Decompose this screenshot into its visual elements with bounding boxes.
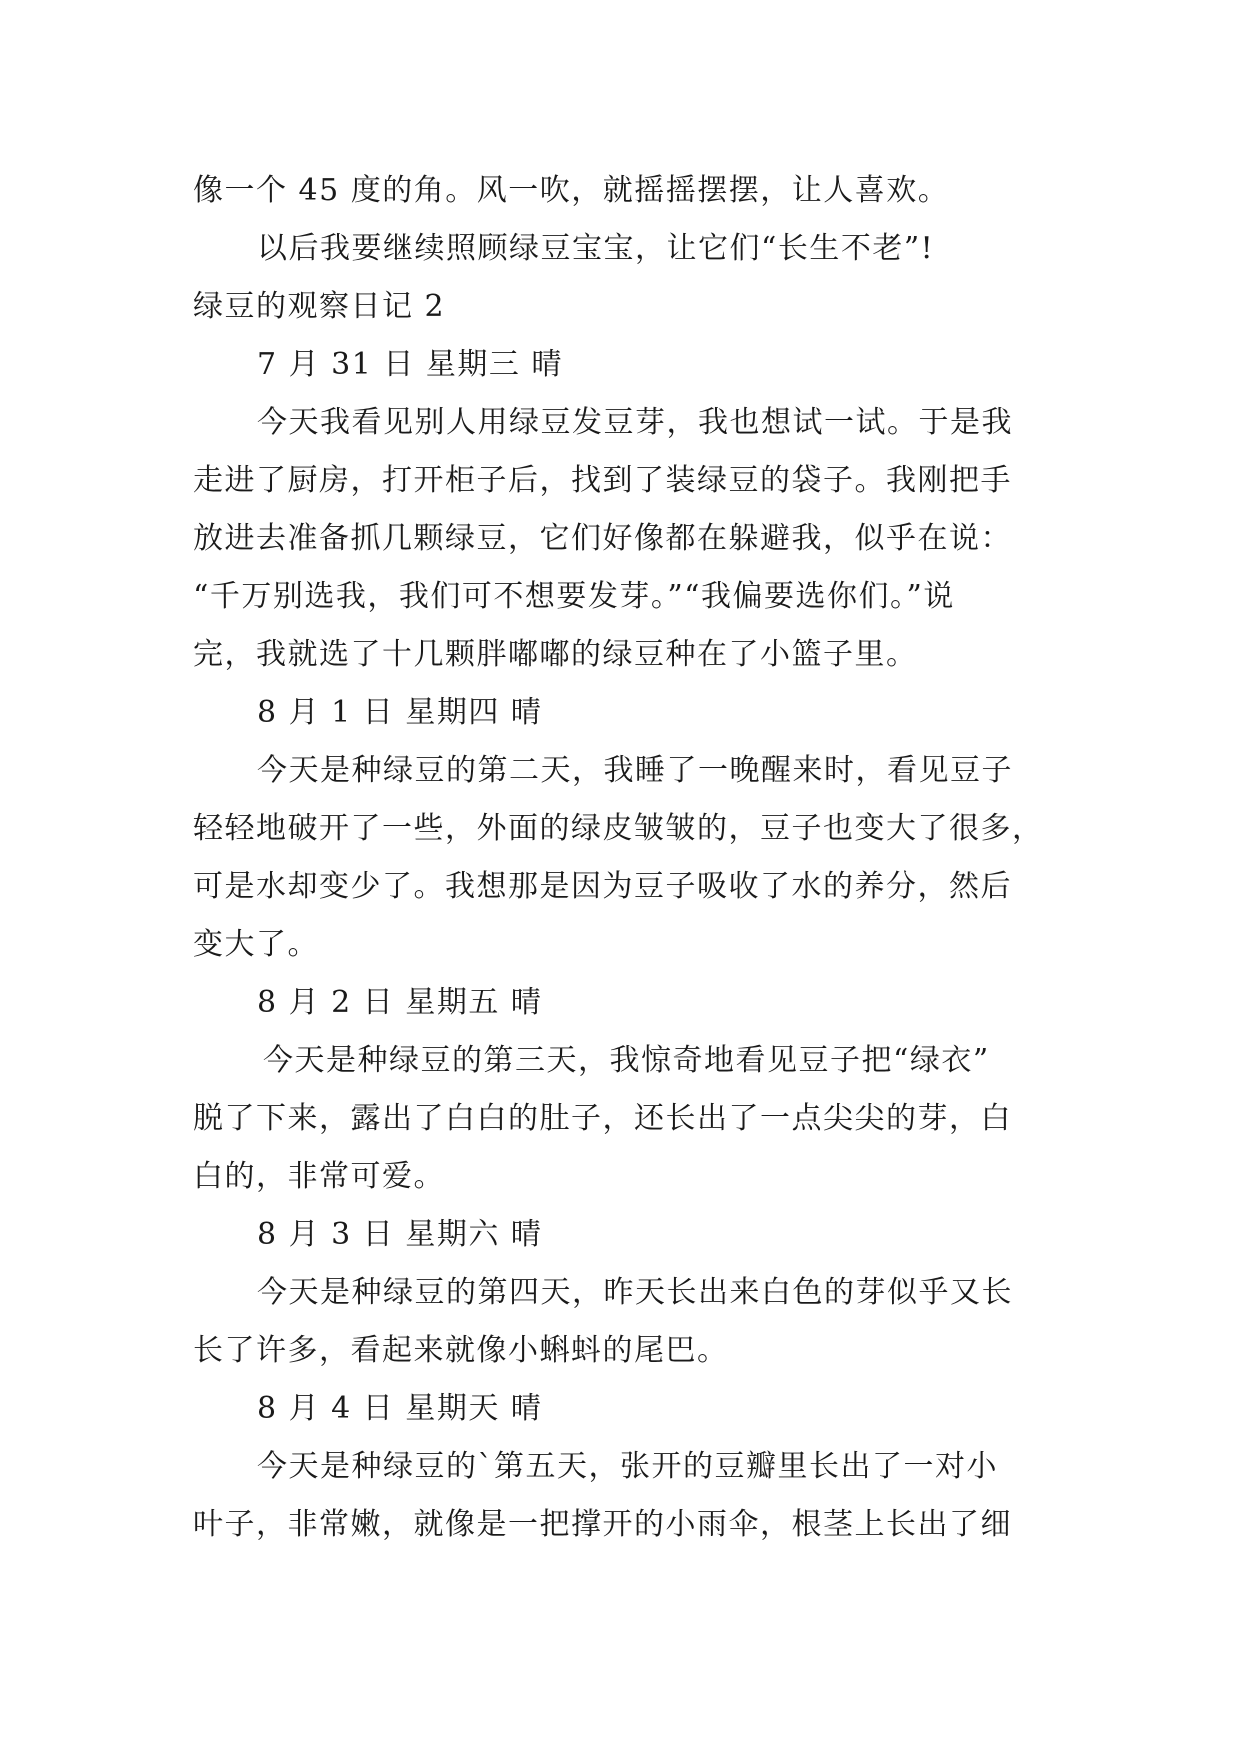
diary-date-4: 8 月 3 日 星期六 晴 [257,1217,543,1252]
text-line-12: 轻轻地破开了一些，外面的绿皮皱皱的，豆子也变大了很多， [193,811,1044,846]
text-line-18: 白的，非常可爱。 [193,1159,445,1194]
text-line-9: 完，我就选了十几颗胖嘟嘟的绿豆种在了小篮子里。 [193,637,918,672]
text-line-16: 今天是种绿豆的第三天，我惊奇地看见豆子把“绿衣” [263,1043,990,1078]
text-line-23: 今天是种绿豆的`第五天，张开的豆瓣里长出了一对小 [257,1449,998,1484]
text-line-2: 以后我要继续照顾绿豆宝宝，让它们“长生不老”! [257,231,935,266]
text-line-7: 放进去准备抓几颗绿豆，它们好像都在躲避我，似乎在说： [193,521,1012,556]
diary-date-5: 8 月 4 日 星期天 晴 [257,1391,543,1426]
section-title: 绿豆的观察日记 2 [193,289,446,324]
document-body [193,162,1055,1554]
text-line-14: 变大了。 [193,927,319,962]
text-line-24: 叶子，非常嫩，就像是一把撑开的小雨伞，根茎上长出了细 [193,1507,1012,1542]
text-line-8: “千万别选我，我们可不想要发芽。”“我偏要选你们。”说 [193,579,955,614]
text-line-20: 今天是种绿豆的第四天，昨天长出来白色的芽似乎又长 [257,1275,1013,1310]
diary-date-1: 7 月 31 日 星期三 晴 [257,347,563,382]
text-line-17: 脱了下来，露出了白白的肚子，还长出了一点尖尖的芽，白 [193,1101,1012,1136]
text-line-21: 长了许多，看起来就像小蝌蚪的尾巴。 [193,1333,729,1368]
text-line-13: 可是水却变少了。我想那是因为豆子吸收了水的养分，然后 [193,869,1012,904]
text-line-11: 今天是种绿豆的第二天，我睡了一晚醒来时，看见豆子 [257,753,1013,788]
diary-date-3: 8 月 2 日 星期五 晴 [257,985,543,1020]
diary-date-2: 8 月 1 日 星期四 晴 [257,695,543,730]
text-line-1: 像一个 45 度的角。风一吹，就摇摇摆摆，让人喜欢。 [193,173,950,208]
text-line-5: 今天我看见别人用绿豆发豆芽，我也想试一试。于是我 [257,405,1013,440]
text-line-6: 走进了厨房，打开柜子后，找到了装绿豆的袋子。我刚把手 [193,463,1012,498]
